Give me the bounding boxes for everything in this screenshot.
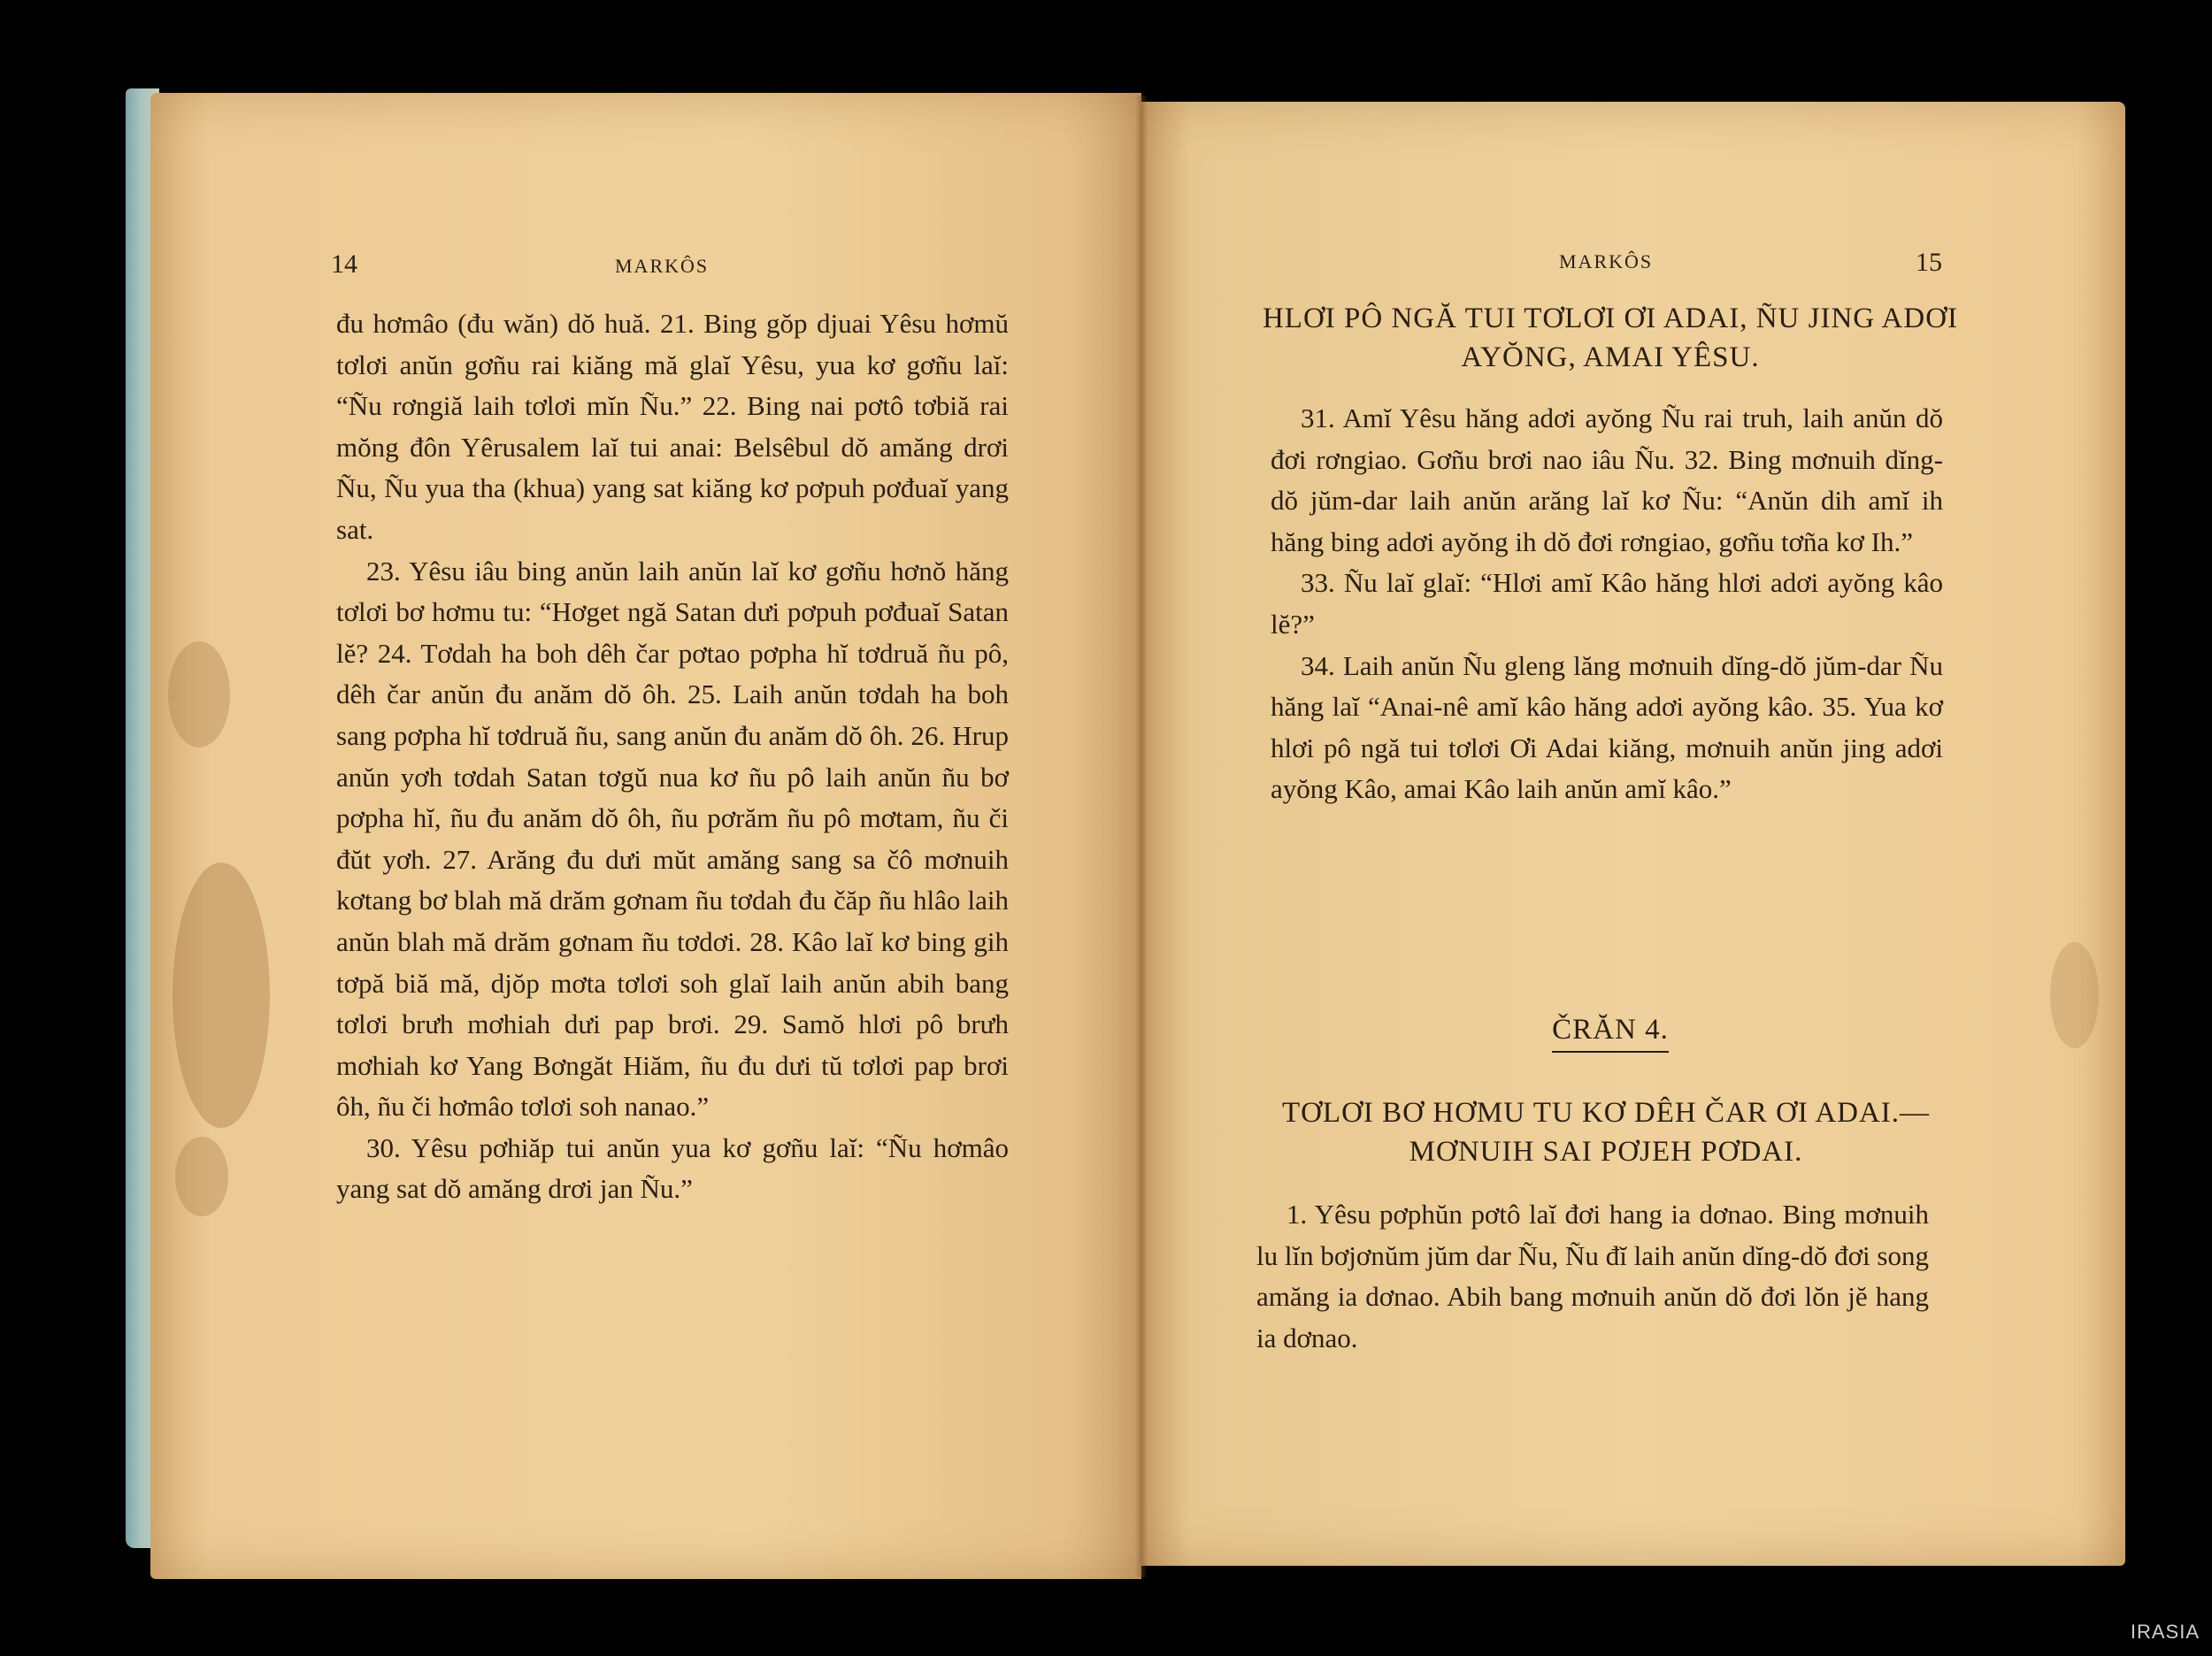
section-heading: HLƠI PÔ NGĂ TUI TƠLƠI ƠI ADAI, ÑU JING ADƠI AYŎNG, AMAI YÊSU. xyxy=(1262,303,1959,373)
page-stain xyxy=(2050,942,2099,1048)
chapter-title xyxy=(1380,1014,1840,1046)
watermark: IRASIA xyxy=(2130,1621,2200,1643)
page-stain xyxy=(173,862,270,1128)
chapter-body xyxy=(1256,1194,1929,1359)
right-page-body xyxy=(1271,398,1943,810)
right-page-number: 15 xyxy=(1916,248,1942,277)
body-paragraph: 34. Laih anŭn Ñu gleng lăng mơnuih dĭng-dŏ jŭm-dar Ñu hăng laĭ “Anai-nê amĭ kâo hăng adơi ayŏng kâo. 35. Yua kơ hlơi pô ngă tui tơlơi Ơi Adai kiăng, mơnuih anŭn jing adơi ayŏng Kâo, amai Kâo laih anŭn amĭ kâo.” xyxy=(1271,649,1943,805)
body-paragraph: 1. Yêsu pơphŭn pơtô laĭ đơi hang ia dơnao. Bing mơnuih lu lĭn bơjơnŭm jŭm dar Ñu, Ñu đĭ laih anŭn dĭng-dŏ đơi song amăng ia dơnao. Abih bang mơnuih anŭn dŏ đơi lŏn jĕ hang ia dơnao. xyxy=(1256,1199,1929,1353)
body-paragraph: 30. Yêsu pơhiăp tui anŭn yua kơ gơñu laĭ: “Ñu hơmâo yang sat dŏ amăng drơi jan Ñu.” xyxy=(336,1131,1009,1205)
body-paragraph: 23. Yêsu iâu bing anŭn laih anŭn laĭ kơ gơñu hơnŏ hăng tơlơi bơ hơmu tu: “Hơget ngă Satan dưi pơpuh pơđuaĭ Satan lĕ? 24. Tơdah ha boh dêh čar pơtao pơpha hĭ tơdruă ñu pô, dêh čar anŭn đu anăm dŏ ôh. 25. Laih anŭn tơdah ha boh sang pơpha hĭ tơdruă ñu, sang anŭn đu anăm dŏ ôh. 26. Hrup anŭn yơh tơdah Satan tơgŭ nua kơ ñu pô laih anŭn ñu bơ pơpha hĭ, ñu đu anăm dŏ ôh, ñu pơrăm ñu pô mơtam, ñu či đŭt yơh. 27. Arăng đu dưi mŭt amăng sang sa čô mơnuih kơtang bơ blah mă drăm gơnam ñu tơdah đu čăp ñu hlâo laih anŭn blah mă drăm gơnam ñu tơdơi. 28. Kâo laĭ kơ bing gih tơpă biă mă, djŏp mơta tơlơi soh glaĭ laih anŭn abih bang tơlơi brưh mơhiah dưi pap brơi. 29. Samŏ hlơi pô brưh mơhiah kơ Yang Bơngăt Hiăm, ñu đu dưi tŭ tơlơi pap brơi ôh, ñu či hơmâo tơlơi soh nanao.” xyxy=(336,555,1009,1123)
chapter-title-text: ČRĂN 4. xyxy=(1552,1014,1669,1053)
body-paragraph: đu hơmâo (đu wăn) dŏ huă. 21. Bing gŏp djuai Yêsu hơmŭ tơlơi anŭn gơñu rai kiăng mă glaĭ Yêsu, yua kơ gơñu laĭ: “Ñu rơngiă laih tơlơi mĭn Ñu.” 22. Bing nai pơtô tơbiă rai mŏng đôn Yêrusalem laĭ tui anai: Belsêbul dŏ amăng drơi Ñu, Ñu yua tha (khua) yang sat kiăng kơ pơpuh pơđuaĭ yang sat. xyxy=(336,308,1009,545)
left-header-title: MARKÔS xyxy=(615,255,710,277)
right-header-title: MARKÔS xyxy=(1559,250,1654,272)
book-gutter xyxy=(1135,96,1148,1577)
chapter-heading: TƠLƠI BƠ HƠMU TU KƠ DÊH ČAR ƠI ADAI.—MƠNUIH SAI PƠJEH PƠDAI. xyxy=(1281,1097,1931,1168)
page-stain xyxy=(168,641,230,748)
body-paragraph: 31. Amĭ Yêsu hăng adơi ayŏng Ñu rai truh, laih anŭn dŏ đơi rơngiao. Gơñu brơi nao iâu Ñu. 32. Bing mơnuih dĭng-dŏ jŭm-dar laih anŭn arăng laĭ kơ Ñu: “Anŭn dih amĭ ih hăng bing adơi ayŏng ih dŏ đơi rơngiao, gơñu tơña kơ Ih.” xyxy=(1271,402,1943,557)
page-stain xyxy=(175,1137,228,1216)
left-page-body xyxy=(336,303,1009,1210)
left-page-number: 14 xyxy=(331,249,357,279)
body-paragraph: 33. Ñu laĭ glaĭ: “Hlơi amĭ Kâo hăng hlơi adơi ayŏng kâo lĕ?” xyxy=(1271,567,1943,640)
